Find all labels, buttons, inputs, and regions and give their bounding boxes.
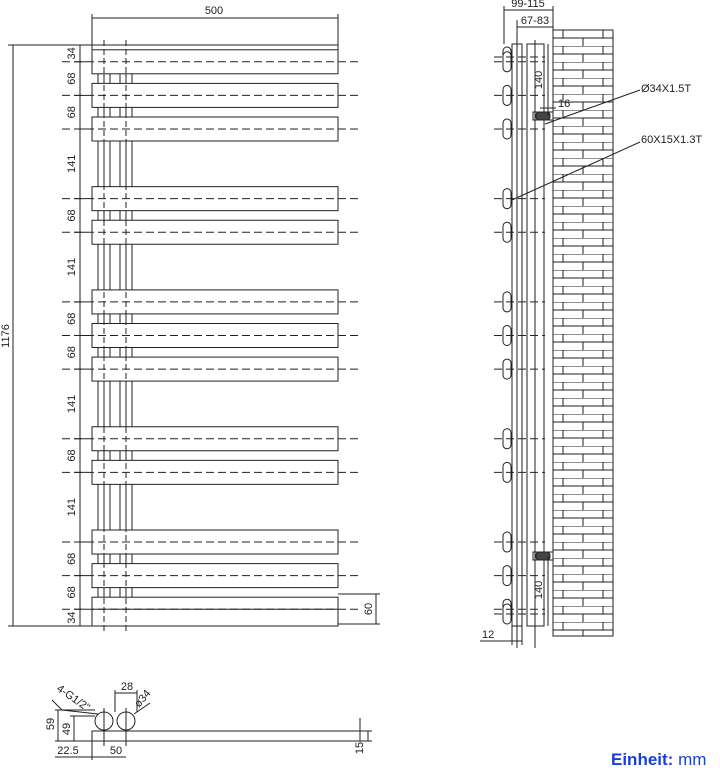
brick-wall	[553, 30, 613, 636]
top-offset-label: 140	[533, 70, 545, 90]
callout-flat-tube: 60X15X1.3T	[641, 134, 703, 146]
bottom-plate	[92, 731, 360, 741]
center-label: 50	[109, 745, 123, 757]
depth-inner-label: 67-83	[520, 15, 550, 27]
spacing-label: 141	[66, 394, 78, 414]
height-inner-label: 49	[61, 722, 73, 736]
spacing-label: 68	[66, 72, 78, 85]
flat-tube-bottom	[92, 609, 338, 626]
offset-label: 22.5	[57, 745, 79, 757]
spacing-label: 68	[66, 552, 78, 565]
height-outer-label: 59	[45, 717, 57, 731]
thread-label: 4-G1/2"	[54, 682, 92, 714]
spacing-label: 141	[66, 498, 78, 517]
unit-label	[611, 750, 706, 770]
unit-value: mm	[678, 750, 707, 769]
spacing-label: 68	[66, 209, 78, 222]
spacing-label: 68	[66, 106, 78, 119]
callout-round-tube: Ø34X1.5T	[641, 83, 692, 95]
spacing-label: 28	[120, 681, 134, 693]
bottom-labels	[45, 681, 366, 757]
spacing-label: 141	[66, 154, 78, 173]
pipe-label: 16	[558, 98, 571, 110]
height-label: 1176	[0, 324, 12, 348]
spacing-label: 68	[66, 449, 78, 462]
spacing-label: 68	[66, 586, 78, 599]
bottom-depth-label: 60	[363, 602, 375, 616]
spacing-label: 68	[66, 312, 78, 325]
spacing-label: 34	[66, 47, 78, 60]
diameter-label: ø34	[132, 687, 154, 710]
spacing-label: 68	[66, 346, 78, 359]
front-view	[8, 14, 380, 632]
bottom-offset-label: 140	[533, 580, 545, 600]
base-label: 12	[482, 629, 495, 641]
thickness-label: 15	[354, 741, 366, 755]
unit-prefix: Einheit:	[611, 750, 674, 769]
spacing-label: 34	[66, 611, 78, 624]
depth-label: 99-115	[511, 0, 545, 10]
spacing-label: 141	[66, 257, 78, 277]
width-label: 500	[204, 5, 224, 17]
